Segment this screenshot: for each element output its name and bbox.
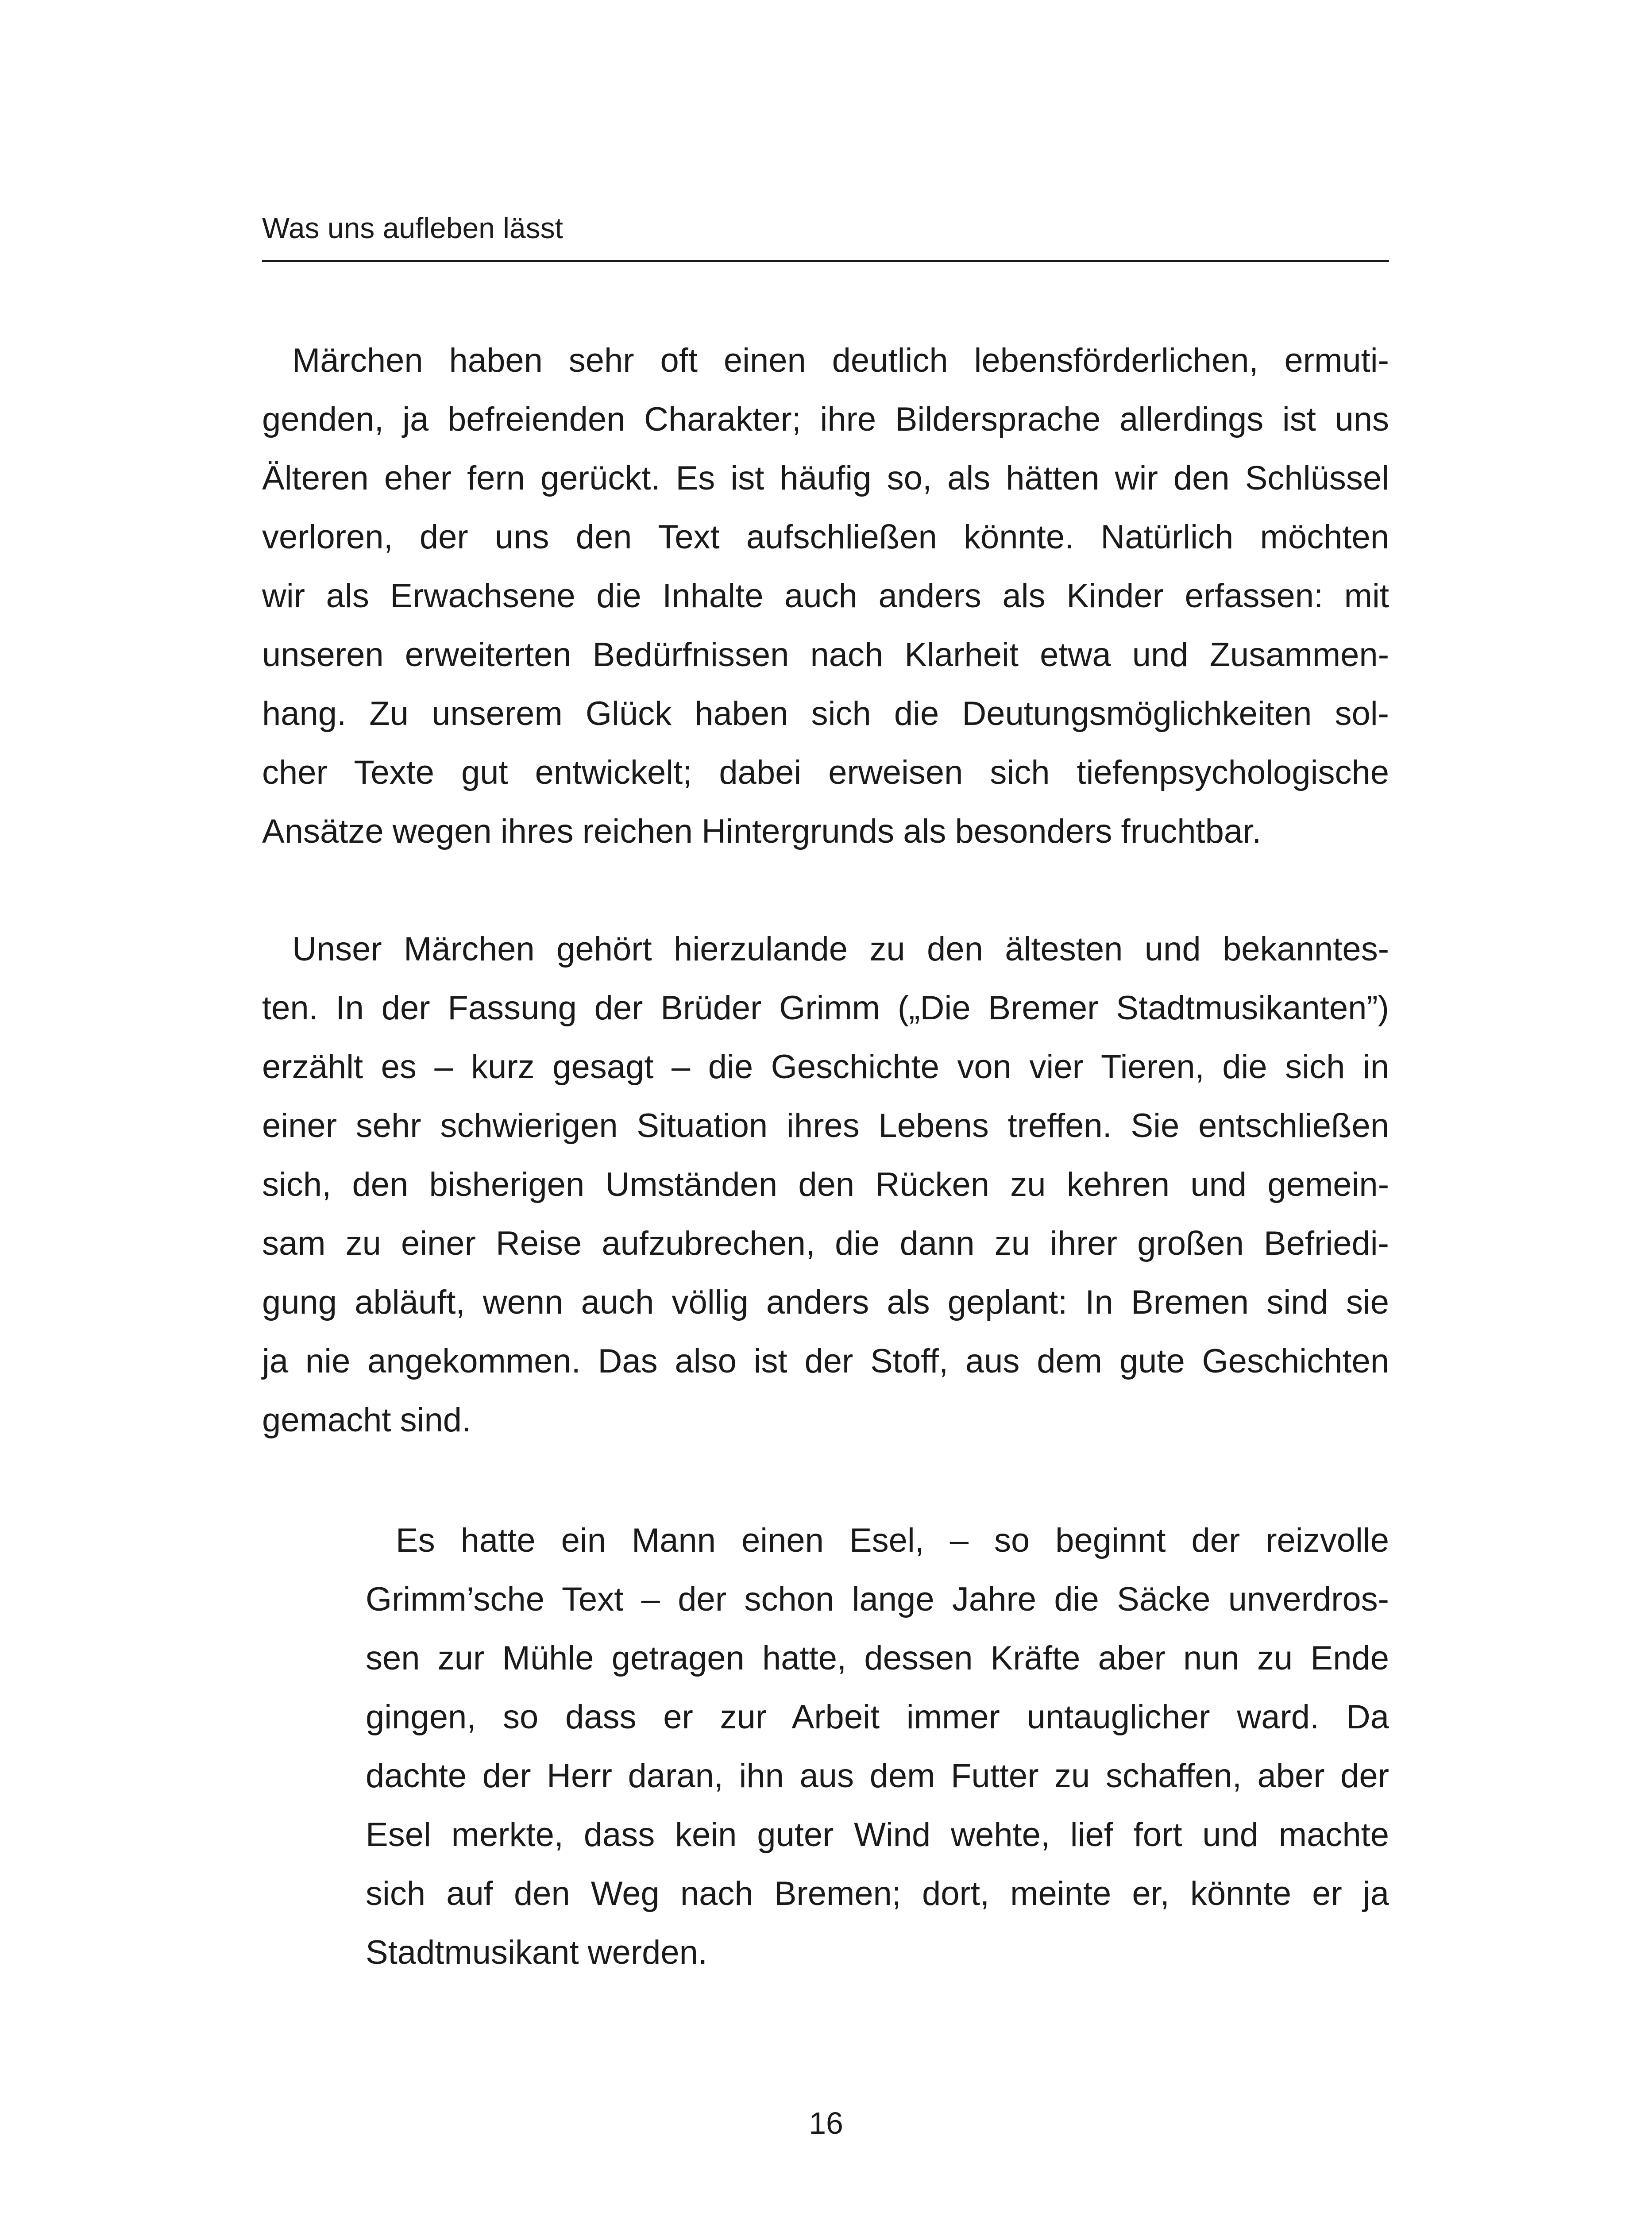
text-line: Märchen haben sehr oft einen deutlich lebensförderlichen, ermuti- — [292, 342, 1389, 379]
text-line: gung abläuft, wenn auch völlig anders als geplant: In Bremen sind sie — [262, 1284, 1389, 1321]
text-line: Unser Märchen gehört hierzulande zu den ältesten und bekanntes- — [292, 930, 1389, 968]
header-rule — [262, 260, 1389, 262]
page-number: 16 — [809, 2106, 843, 2140]
text-line: gemacht sind. — [262, 1401, 471, 1439]
text-line: sich, den bisherigen Umständen den Rücken zu kehren und gemein- — [262, 1166, 1389, 1203]
text-line: sam zu einer Reise aufzubrechen, die dann zu ihrer großen Befriedi- — [262, 1225, 1389, 1262]
text-line: Es hatte ein Mann einen Esel, – so beginnt der reizvolle — [396, 1522, 1389, 1559]
text-line: gingen, so dass er zur Arbeit immer untauglicher ward. Da — [366, 1698, 1389, 1736]
block-quote — [366, 1511, 1389, 1982]
text-line: verloren, der uns den Text aufschließen könnte. Natürlich möchten — [262, 518, 1389, 556]
text-line: Älteren eher fern gerückt. Es ist häufig so, als hätten wir den Schlüssel — [262, 459, 1389, 497]
text-line: Stadtmusikant werden. — [366, 1934, 708, 1971]
text-line: sich auf den Weg nach Bremen; dort, meinte er, könnte er ja — [366, 1875, 1389, 1912]
text-line: unseren erweiterten Bedürfnissen nach Klarheit etwa und Zusammen- — [262, 636, 1389, 674]
text-line: Esel merkte, dass kein guter Wind wehte, lief fort und machte — [366, 1816, 1389, 1854]
text-line: einer sehr schwierigen Situation ihres Lebens treffen. Sie entschließen — [262, 1107, 1389, 1145]
text-line: ja nie angekommen. Das also ist der Stoff, aus dem gute Geschichten — [262, 1342, 1389, 1380]
text-line: erzählt es – kurz gesagt – die Geschichte von vier Tieren, die sich in — [262, 1048, 1389, 1086]
text-line: wir als Erwachsene die Inhalte auch anders als Kinder erfassen: mit — [262, 577, 1389, 615]
text-line: hang. Zu unserem Glück haben sich die Deutungsmöglichkeiten sol- — [262, 695, 1389, 733]
paragraph-1 — [262, 331, 1389, 861]
text-line: ten. In der Fassung der Brüder Grimm („Die Bremer Stadtmusikanten”) — [262, 989, 1389, 1027]
running-header: Was uns aufleben lässt — [262, 212, 563, 244]
text-line: Grimm’sche Text – der schon lange Jahre die Säcke unverdros- — [366, 1581, 1389, 1618]
text-line: genden, ja befreienden Charakter; ihre Bildersprache allerdings ist uns — [262, 401, 1389, 438]
text-line: sen zur Mühle getragen hatte, dessen Kräfte aber nun zu Ende — [366, 1639, 1389, 1677]
text-line: dachte der Herr daran, ihn aus dem Futter zu schaffen, aber der — [366, 1757, 1389, 1795]
paragraph-2 — [262, 920, 1389, 1450]
text-line: cher Texte gut entwickelt; dabei erweisen sich tiefenpsychologische — [262, 754, 1389, 791]
text-line: Ansätze wegen ihres reichen Hintergrunds als besonders fruchtbar. — [262, 813, 1262, 850]
